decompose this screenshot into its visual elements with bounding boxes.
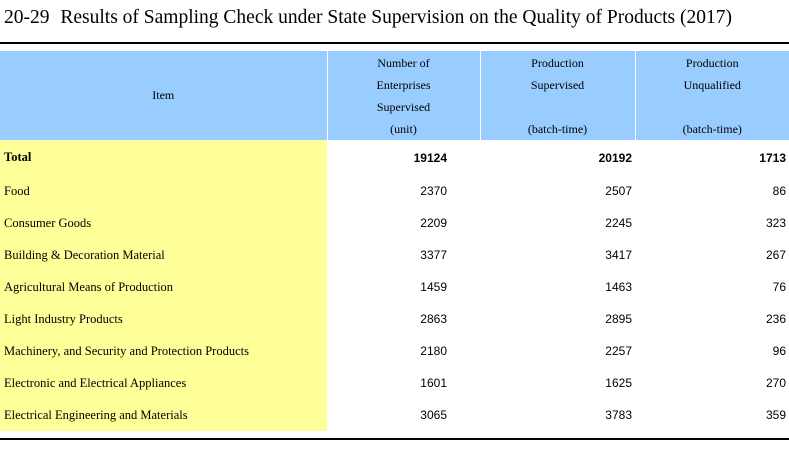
row-supervised: 3783 xyxy=(605,408,632,422)
row-unqualified: 359 xyxy=(765,408,786,422)
row-unqualified: 86 xyxy=(772,184,786,198)
table-row xyxy=(0,239,789,271)
header-item-label: Item xyxy=(152,88,175,102)
row-enterprises: 1601 xyxy=(420,376,447,390)
header-supervised-line2: Supervised xyxy=(530,78,585,92)
row-unqualified: 236 xyxy=(765,312,786,326)
header-supervised xyxy=(480,51,635,140)
table-row xyxy=(0,175,789,207)
row-item: Light Industry Products xyxy=(0,303,327,335)
row-enterprises: 3065 xyxy=(420,408,447,422)
row-enterprises: 2180 xyxy=(420,344,447,358)
row-unqualified: 270 xyxy=(765,376,786,390)
table-row xyxy=(0,335,789,367)
header-enterprises-line2: Enterprises xyxy=(376,78,431,92)
row-supervised: 2245 xyxy=(605,216,632,230)
row-unqualified: 323 xyxy=(765,216,786,230)
row-item: Agricultural Means of Production xyxy=(0,271,327,303)
table-row xyxy=(0,399,789,431)
header-unqualified xyxy=(635,51,789,140)
table-row xyxy=(0,207,789,239)
table-row-total xyxy=(0,140,789,175)
data-table xyxy=(0,51,789,431)
table-row xyxy=(0,271,789,303)
table-row xyxy=(0,303,789,335)
top-rule xyxy=(0,42,789,44)
row-supervised: 2507 xyxy=(605,184,632,198)
table-title-text: Results of Sampling Check under State Supervision on the Quality of Products (2017) xyxy=(60,7,732,28)
row-item: Electrical Engineering and Materials xyxy=(0,399,327,431)
row-supervised: 1625 xyxy=(605,376,632,390)
bottom-rule xyxy=(0,438,789,440)
header-supervised-line1: Production xyxy=(531,56,584,70)
row-item: Total xyxy=(0,140,327,175)
table-row xyxy=(0,367,789,399)
header-item xyxy=(0,51,327,140)
row-item: Consumer Goods xyxy=(0,207,327,239)
row-item: Electronic and Electrical Appliances xyxy=(0,367,327,399)
header-unqualified-line1: Production xyxy=(685,56,739,70)
header-enterprises-line3: Supervised xyxy=(376,100,431,114)
header-enterprises xyxy=(327,51,480,140)
header-unqualified-unit: (batch-time) xyxy=(682,122,742,136)
row-item: Machinery, and Security and Protection Products xyxy=(0,335,327,367)
row-unqualified: 1713 xyxy=(759,150,786,165)
row-supervised: 2257 xyxy=(605,344,632,358)
row-enterprises: 19124 xyxy=(413,150,447,165)
row-enterprises: 1459 xyxy=(420,280,447,294)
row-supervised: 3417 xyxy=(605,248,632,262)
header-enterprises-unit: (unit) xyxy=(390,122,417,136)
table-number: 20-29 xyxy=(4,7,50,28)
page-title xyxy=(4,4,732,32)
row-unqualified: 96 xyxy=(772,344,786,358)
header-enterprises-line1: Number of xyxy=(377,56,430,70)
header-row xyxy=(0,51,789,140)
row-enterprises: 2863 xyxy=(420,312,447,326)
row-item: Food xyxy=(0,175,327,207)
row-enterprises: 2209 xyxy=(420,216,447,230)
row-unqualified: 76 xyxy=(772,280,786,294)
row-enterprises: 3377 xyxy=(420,248,447,262)
header-supervised-unit: (batch-time) xyxy=(527,122,588,136)
row-item: Building & Decoration Material xyxy=(0,239,327,271)
row-enterprises: 2370 xyxy=(420,184,447,198)
row-supervised: 2895 xyxy=(605,312,632,326)
row-supervised: 20192 xyxy=(598,150,632,165)
row-supervised: 1463 xyxy=(605,280,632,294)
row-unqualified: 267 xyxy=(765,248,786,262)
header-unqualified-line2: Unqualified xyxy=(683,78,741,92)
